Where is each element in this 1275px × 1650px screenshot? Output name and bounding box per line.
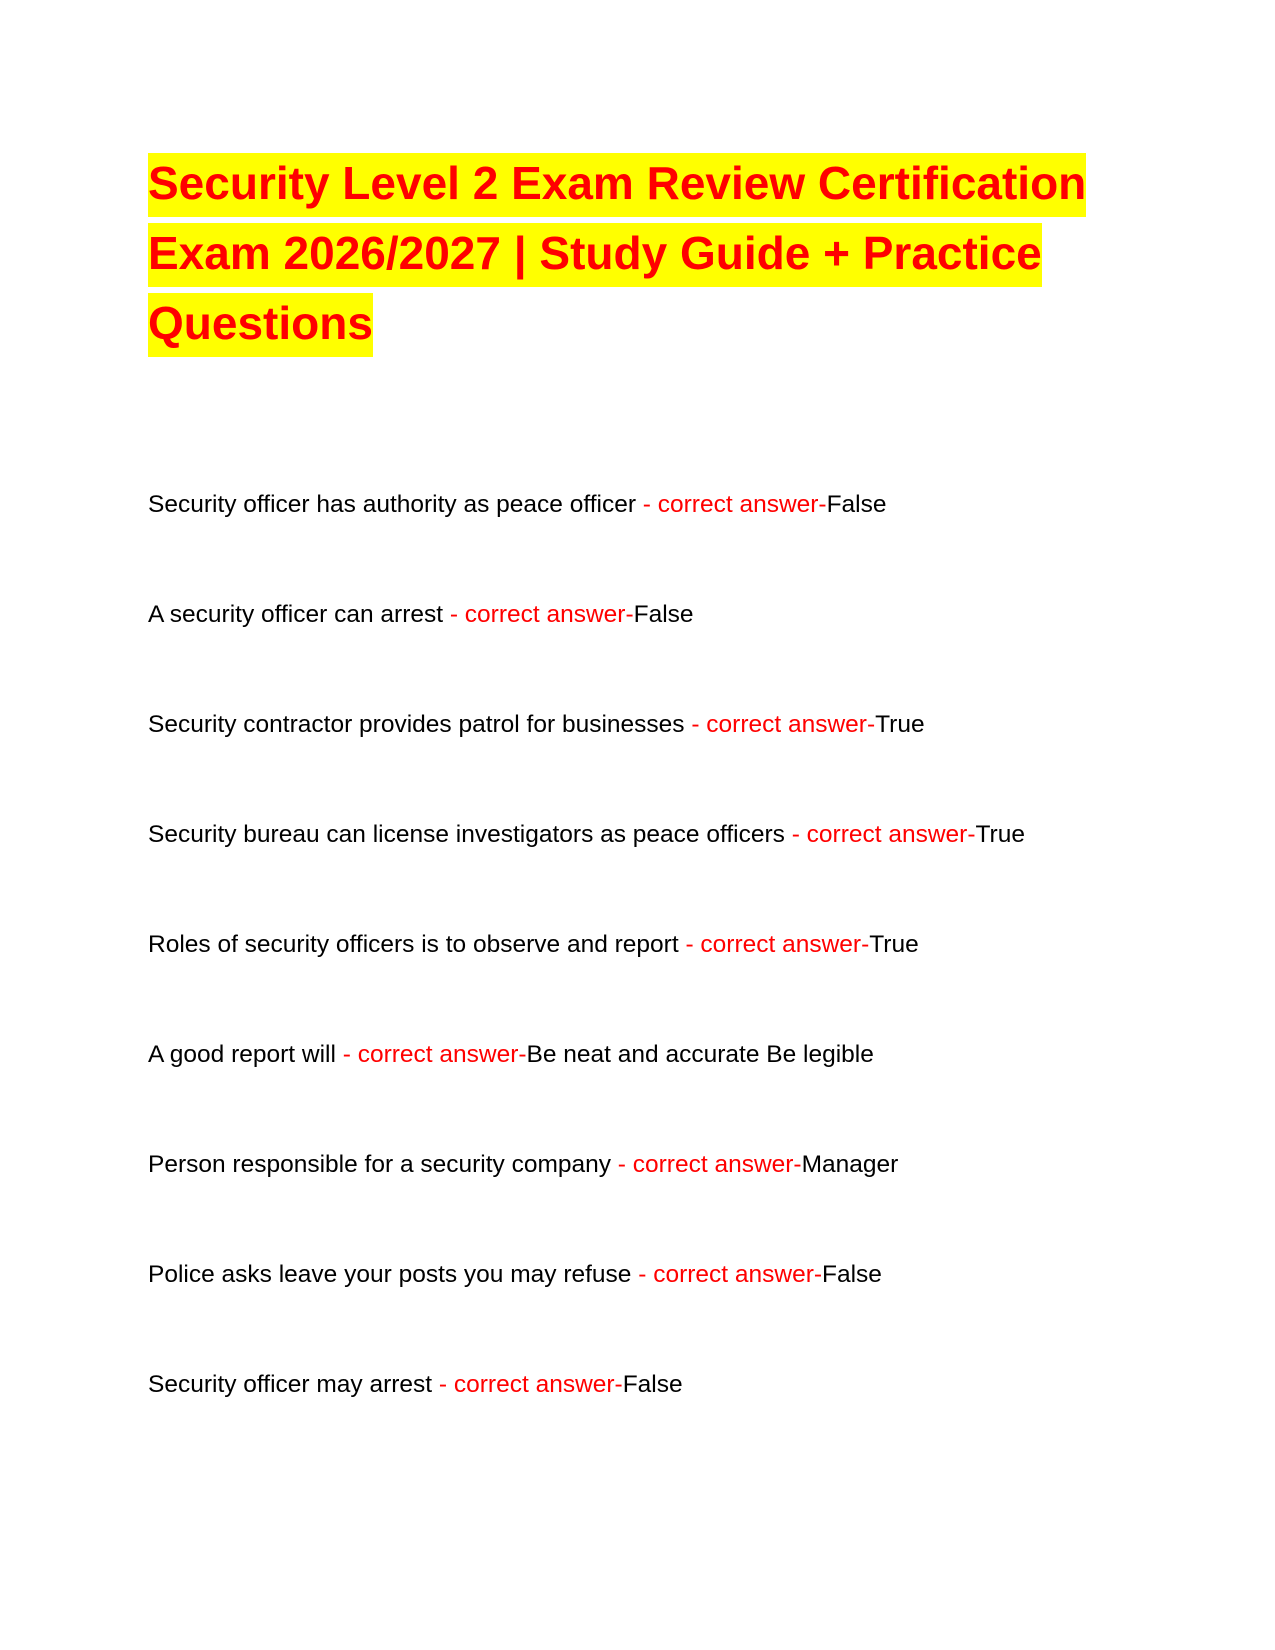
correct-answer-label: - correct answer- (678, 931, 870, 958)
question-text: A good report will (148, 1041, 336, 1068)
answer-text: False (633, 601, 694, 628)
question-text: Roles of security officers is to observe and report (148, 931, 679, 958)
answer-text: Manager (801, 1151, 899, 1178)
question-item (148, 1148, 1148, 1258)
question-text: Person responsible for a security company (148, 1151, 611, 1178)
question-item (148, 1368, 1148, 1478)
question-item (148, 708, 1148, 818)
correct-answer-label: - correct answer- (631, 1261, 823, 1288)
question-text: Security officer has authority as peace officer (148, 491, 636, 518)
correct-answer-label: - correct answer- (432, 1371, 623, 1398)
question-item (148, 1038, 1148, 1148)
correct-answer-label: - correct answer- (784, 821, 976, 848)
correct-answer-label: - correct answer- (636, 491, 827, 518)
question-item (148, 1258, 1148, 1368)
answer-text: False (826, 491, 887, 518)
answer-text: False (622, 1371, 683, 1398)
question-text: Police asks leave your posts you may refuse (148, 1261, 632, 1288)
correct-answer-label: - correct answer- (443, 601, 634, 628)
question-text: Security officer may arrest (148, 1371, 433, 1398)
answer-text: True (975, 821, 1025, 848)
correct-answer-label: - correct answer- (335, 1041, 527, 1068)
question-list (148, 488, 1148, 1478)
answer-text: True (869, 931, 919, 958)
document-title (148, 148, 1108, 358)
question-item (148, 818, 1148, 928)
question-text: Security bureau can license investigators as peace officers (148, 821, 785, 848)
document-title-text: Security Level 2 Exam Review Certification Exam 2026/2027 | Study Guide + Practice Questions (148, 153, 1086, 357)
question-item (148, 928, 1148, 1038)
question-text: Security contractor provides patrol for businesses (148, 711, 685, 738)
answer-text: True (875, 711, 925, 738)
question-text: A security officer can arrest (148, 601, 444, 628)
answer-text: Be neat and accurate Be legible (526, 1041, 874, 1068)
correct-answer-label: - correct answer- (611, 1151, 802, 1178)
question-item (148, 598, 1148, 708)
correct-answer-label: - correct answer- (684, 711, 876, 738)
answer-text: False (822, 1261, 882, 1288)
question-item (148, 488, 1148, 598)
